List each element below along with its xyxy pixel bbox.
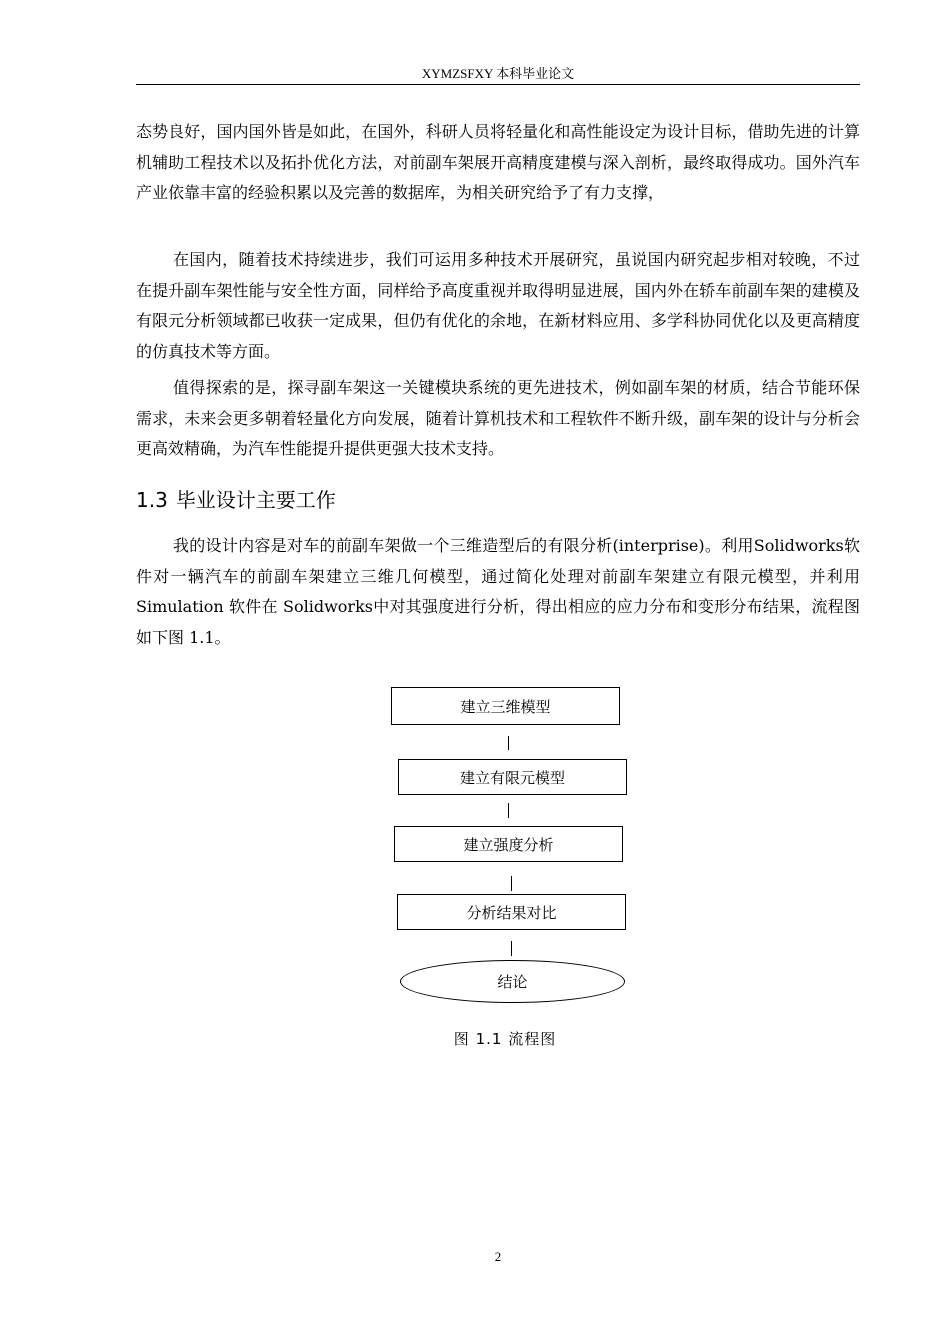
section-number: 1.3	[136, 488, 168, 512]
page-header: XYMZSFXY 本科毕业论文	[421, 66, 575, 81]
section-heading	[136, 484, 336, 513]
section-paragraph: 我的设计内容是对车的前副车架做一个三维造型后的有限分析(interprise)。利用Solidworks软件对一辆汽车的前副车架建立三维几何模型，通过简化处理对前副车架建立有限元模型，并利用 Simulation 软件在 Solidworks中对其强度进行分析，得出相应的应力分布和变形分布结果，流程图如下图 1.1。	[136, 536, 860, 647]
flowchart-step-1: 建立三维模型	[391, 687, 620, 725]
flowchart-end-ellipse: 结论	[400, 960, 625, 1003]
paragraph-1: 态势良好，国内国外皆是如此，在国外，科研人员将轻量化和高性能设定为设计目标，借助先进的计算机辅助工程技术以及拓扑优化方法，对前副车架展开高精度建模与深入剖析，最终取得成功。国外汽车产业依靠丰富的经验积累以及完善的数据库，为相关研究给予了有力支撑，	[136, 122, 860, 202]
flowchart-connector-3	[511, 876, 512, 891]
page-number: 2	[494, 1249, 502, 1264]
figure-caption: 图 1.1 流程图	[453, 1030, 557, 1048]
header-rule	[136, 84, 860, 85]
flowchart-step-2: 建立有限元模型	[398, 759, 627, 795]
flowchart-connector-4	[511, 941, 512, 956]
flowchart-step-4: 分析结果对比	[397, 894, 626, 930]
section-title: 毕业设计主要工作	[175, 488, 336, 512]
paragraph-2: 在国内，随着技术持续进步，我们可运用多种技术开展研究，虽说国内研究起步相对较晚，不过在提升副车架性能与安全性方面，同样给予高度重视并取得明显进展，国内外在轿车前副车架的建模及有限元分析领域都已收获一定成果，但仍有优化的余地，在新材料应用、多学科协同优化以及更高精度的仿真技术等方面。	[136, 250, 860, 361]
flowchart-connector-1	[508, 736, 509, 750]
flowchart-connector-2	[508, 803, 509, 818]
flowchart-step-3: 建立强度分析	[394, 826, 623, 862]
paragraph-3: 值得探索的是，探寻副车架这一关键模块系统的更先进技术，例如副车架的材质，结合节能环保需求，未来会更多朝着轻量化方向发展，随着计算机技术和工程软件不断升级，副车架的设计与分析会更高效精确，为汽车性能提升提供更强大技术支持。	[136, 378, 860, 458]
